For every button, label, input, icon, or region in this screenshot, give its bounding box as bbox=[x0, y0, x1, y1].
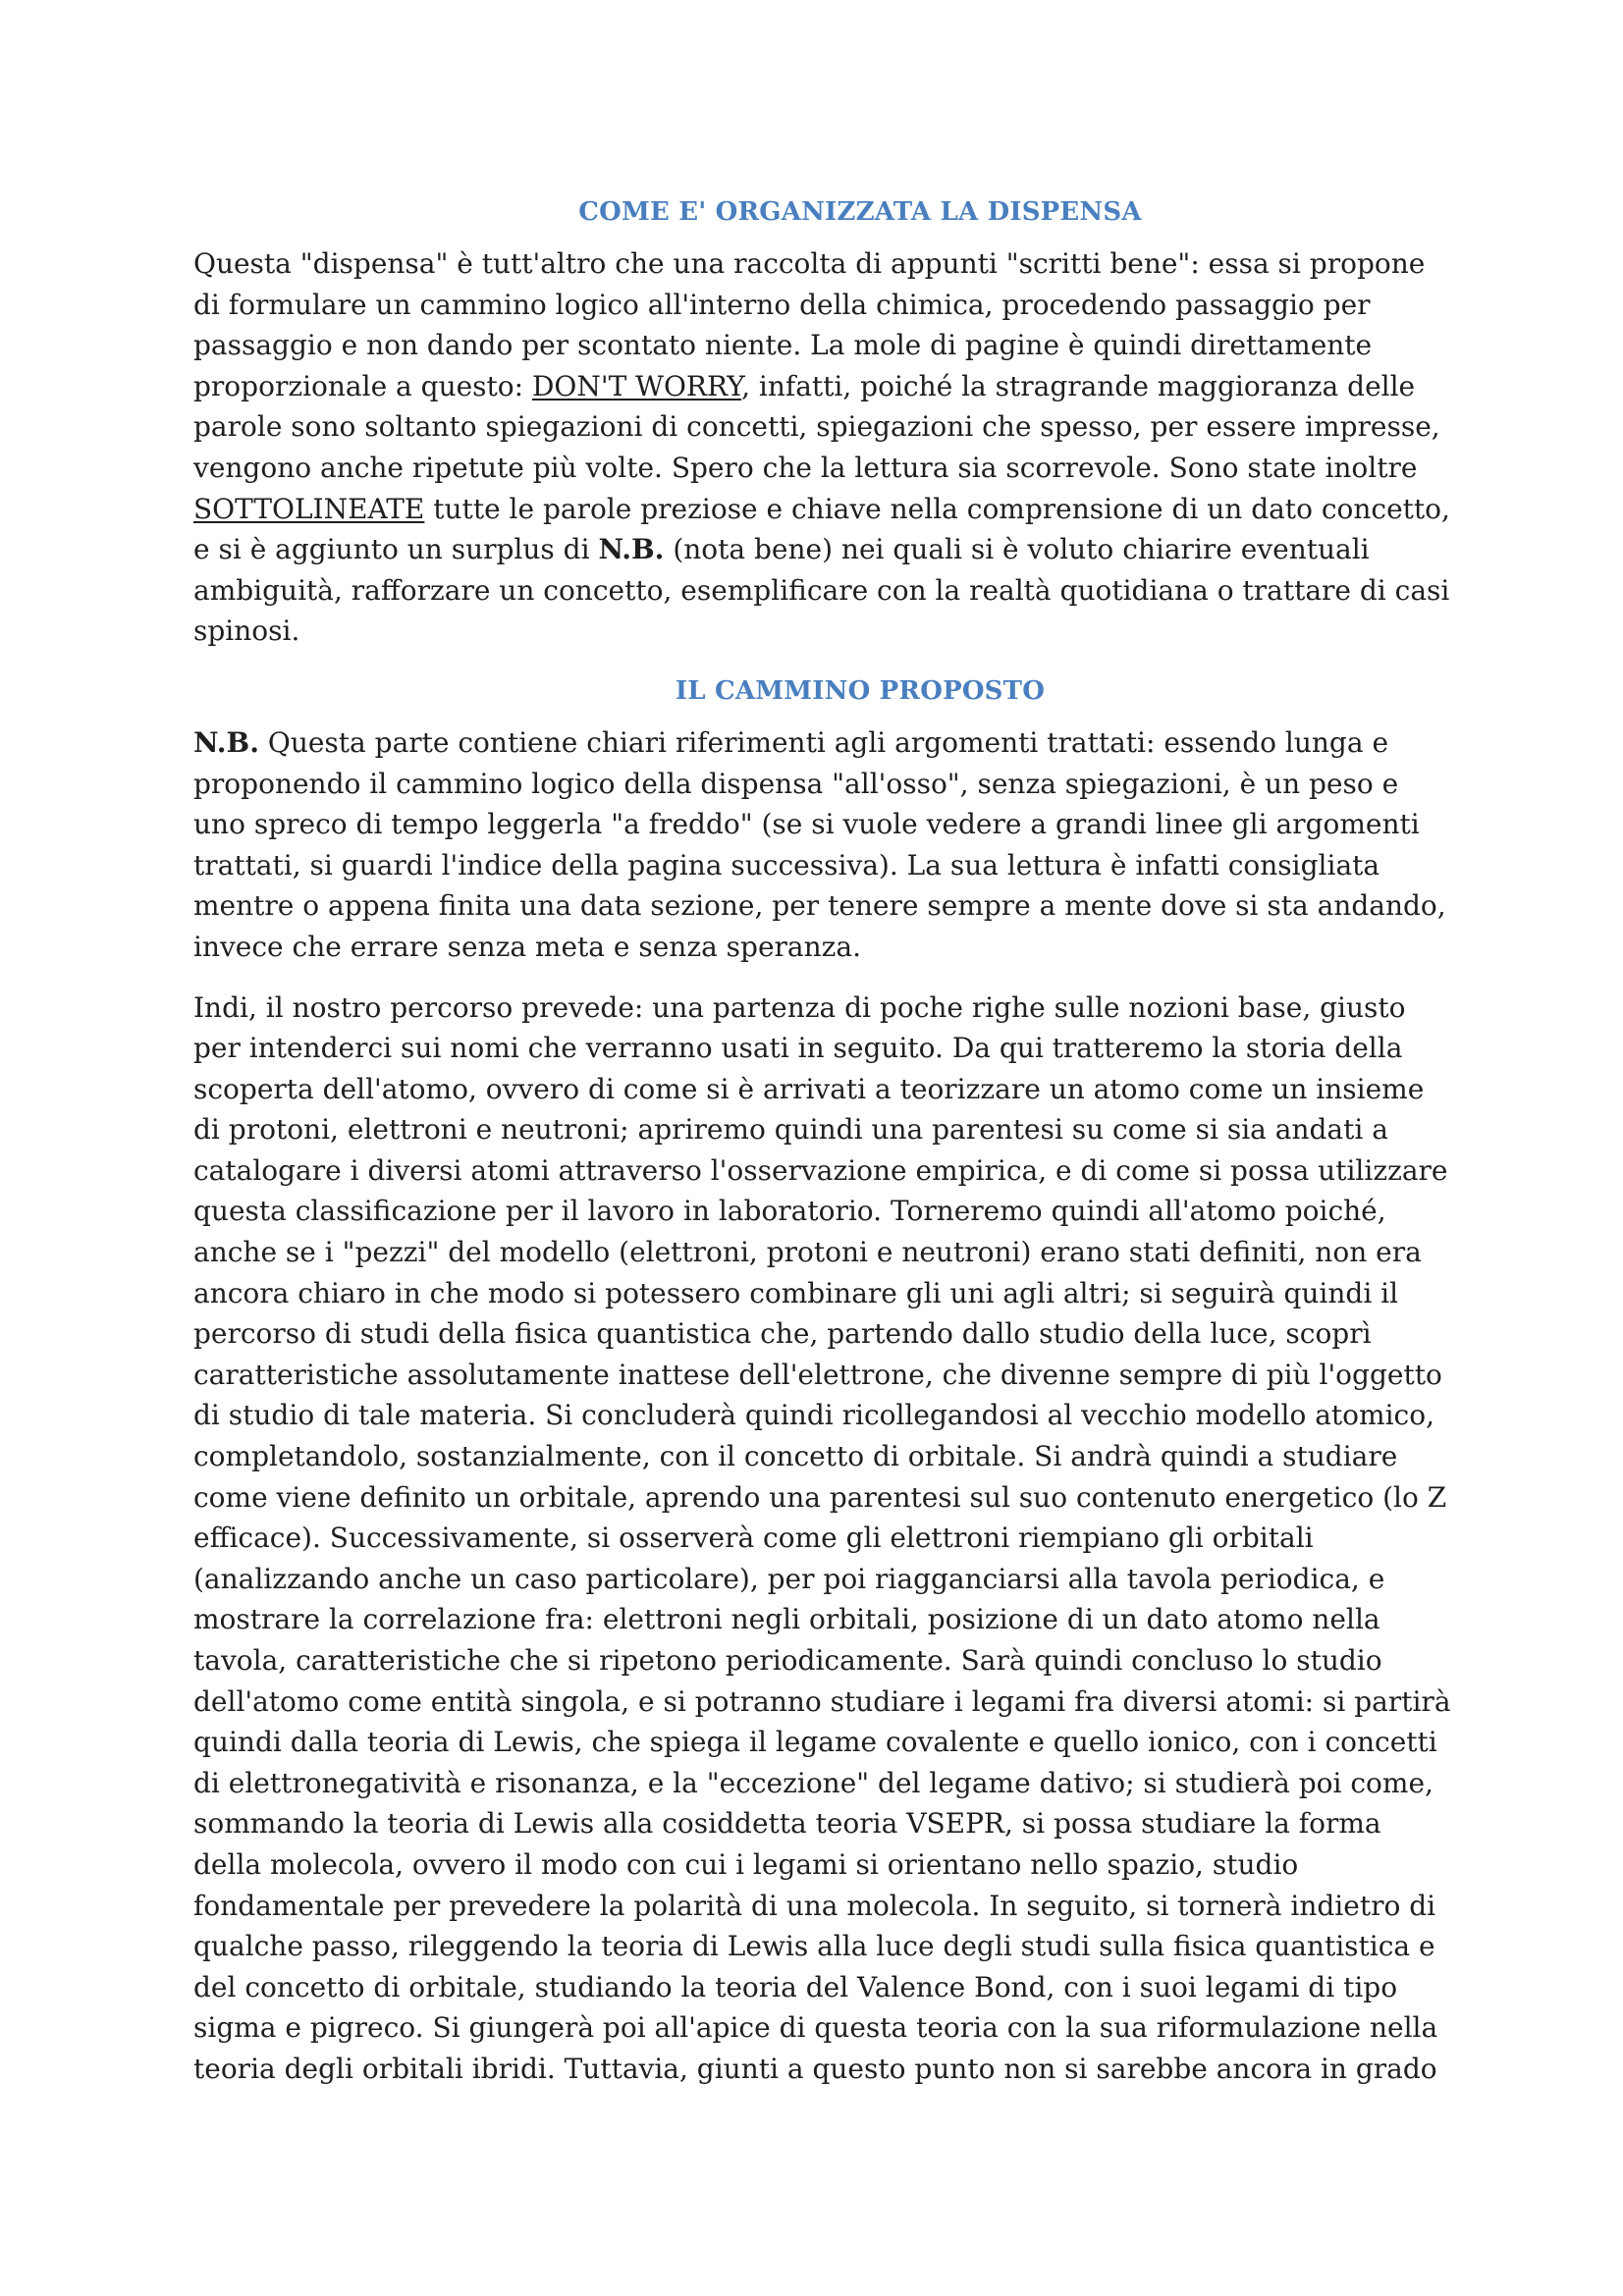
text-line: trattati, si guardi l'indice della pagina successiva). La sua lettura è infatti consigliata bbox=[193, 848, 1380, 881]
text-line: efficace). Successivamente, si osserverà come gli elettroni riempiano gli orbitali bbox=[193, 1522, 1314, 1555]
section-title-cammino: IL CAMMINO PROPOSTO bbox=[675, 675, 1046, 706]
text-line: dell'atomo come entità singola, e si potranno studiare i legami fra diversi atomi: si partirà bbox=[193, 1684, 1451, 1718]
underlined-phrase: SOTTOLINEATE bbox=[193, 492, 425, 525]
text-line: caratteristiche assolutamente inattese dell'elettrone, che divenne sempre di più l'oggetto bbox=[193, 1358, 1442, 1391]
text-line: scoperta dell'atomo, ovvero di come si è arrivati a teorizzare un atomo come un insieme bbox=[193, 1072, 1425, 1105]
text-line: parole sono soltanto spiegazioni di concetti, spiegazioni che spesso, per essere impresse, bbox=[193, 410, 1440, 444]
text-line: di formulare un cammino logico all'interno della chimica, procedendo passaggio per bbox=[193, 288, 1371, 321]
text-line bbox=[193, 366, 1527, 407]
text-line: quindi dalla teoria di Lewis, che spiega il legame covalente e quello ionico, con i concetti bbox=[193, 1726, 1437, 1759]
text-run: (nota bene) nei quali si è voluto chiarire eventuali bbox=[664, 533, 1370, 566]
text-line: sommando la teoria di Lewis alla cosiddetta teoria VSEPR, si possa studiare la forma bbox=[193, 1807, 1381, 1841]
text-line: della molecola, ovvero il modo con cui i legami si orientano nello spazio, studio bbox=[193, 1847, 1299, 1881]
text-line: uno spreco di tempo leggerla "a freddo" (se si vuole vedere a grandi linee gli argomenti bbox=[193, 808, 1420, 841]
text-line: di elettronegatività e risonanza, e la "eccezione" del legame dativo; si studierà poi come, bbox=[193, 1766, 1434, 1799]
text-line: passaggio e non dando per scontato niente. La mole di pagine è quindi direttamente bbox=[193, 329, 1373, 362]
text-line: ancora chiaro in che modo si potessero combinare gli uni agli altri; si seguirà quindi il bbox=[193, 1276, 1399, 1309]
text-line: per intenderci sui nomi che verranno usati in seguito. Da qui tratteremo la storia della bbox=[193, 1032, 1403, 1065]
text-line: vengono anche ripetute più volte. Spero che la lettura sia scorrevole. Sono state inoltre bbox=[193, 451, 1418, 484]
text-line: sigma e pigreco. Si giungerà poi all'apice di questa teoria con la sua riformulazione nella bbox=[193, 2011, 1438, 2045]
text-line: qualche passo, rileggendo la teoria di Lewis alla luce degli studi sulla fisica quantistica e bbox=[193, 1930, 1435, 1963]
text-line: percorso di studi della fisica quantistica che, partendo dallo studio della luce, scoprì bbox=[193, 1317, 1372, 1351]
text-line: come viene definito un orbitale, aprendo una parentesi sul suo contenuto energetico (lo Z bbox=[193, 1480, 1447, 1514]
body-paragraph bbox=[193, 988, 1527, 2090]
text-line: di studio di tale materia. Si concluderà quindi ricollegandosi al vecchio modello atomico, bbox=[193, 1399, 1434, 1432]
text-line: mostrare la correlazione fra: elettroni negli orbitali, posizione di un dato atomo nella bbox=[193, 1603, 1380, 1636]
text-line: completandolo, sostanzialmente, con il concetto di orbitale. Si andrà quindi a studiare bbox=[193, 1440, 1398, 1473]
text-line: Indi, il nostro percorso prevede: una partenza di poche righe sulle nozioni base, giusto bbox=[193, 990, 1406, 1024]
section-title-organizzazione: COME E' ORGANIZZATA LA DISPENSA bbox=[578, 197, 1142, 227]
text-line bbox=[193, 529, 1527, 570]
bold-phrase: N.B. bbox=[598, 533, 665, 566]
intro-paragraph bbox=[193, 243, 1527, 652]
text-line: teoria degli orbitali ibridi. Tuttavia, giunti a questo punto non si sarebbe ancora in grado bbox=[193, 2052, 1437, 2085]
text-run: tutte le parole preziose e chiave nella comprensione di un dato concetto, bbox=[424, 492, 1450, 525]
text-run: , infatti, poiché la stragrande maggioranza delle bbox=[741, 369, 1416, 402]
text-line: fondamentale per prevedere la polarità di una molecola. In seguito, si tornerà indietro di bbox=[193, 1889, 1436, 1922]
text-run: proporzionale a questo: bbox=[193, 369, 532, 402]
text-line: ambiguità, rafforzare un concetto, esemplificare con la realtà quotidiana o trattare di casi bbox=[193, 573, 1450, 607]
text-line: tavola, caratteristiche che si ripetono periodicamente. Sarà quindi concluso lo studio bbox=[193, 1644, 1382, 1677]
text-run: e si è aggiunto un surplus di bbox=[193, 533, 599, 566]
text-line: anche se i "pezzi" del modello (elettroni, protoni e neutroni) erano stati definiti, non era bbox=[193, 1236, 1422, 1269]
text-line bbox=[193, 489, 1527, 530]
text-run: Questa parte contiene chiari riferimenti agli argomenti trattati: essendo lunga e bbox=[258, 725, 1389, 759]
document-page bbox=[193, 192, 1527, 2090]
nb-paragraph bbox=[193, 722, 1527, 968]
text-line: Questa "dispensa" è tutt'altro che una raccolta di appunti "scritti bene": essa si propone bbox=[193, 247, 1426, 280]
text-line: mentre o appena finita una data sezione, per tenere sempre a mente dove si sta andando, bbox=[193, 889, 1446, 923]
text-line: questa classificazione per il lavoro in laboratorio. Torneremo quindi all'atomo poiché, bbox=[193, 1195, 1386, 1228]
text-line: di protoni, elettroni e neutroni; apriremo quindi una parentesi su come si sia andati a bbox=[193, 1113, 1388, 1147]
text-line: spinosi. bbox=[193, 614, 300, 648]
underlined-phrase: DON'T WORRY bbox=[531, 369, 742, 402]
text-line: catalogare i diversi atomi attraverso l'osservazione empirica, e di come si possa utilizzare bbox=[193, 1153, 1448, 1187]
text-line: proponendo il cammino logico della dispensa "all'osso", senza spiegazioni, è un peso e bbox=[193, 767, 1399, 800]
text-line: del concetto di orbitale, studiando la teoria del Valence Bond, con i suoi legami di tipo bbox=[193, 1970, 1398, 2003]
text-line: (analizzando anche un caso particolare), per poi riagganciarsi alla tavola periodica, e bbox=[193, 1562, 1385, 1595]
text-line: invece che errare senza meta e senza speranza. bbox=[193, 930, 861, 963]
bold-phrase: N.B. bbox=[193, 725, 259, 759]
text-line bbox=[193, 722, 1527, 764]
